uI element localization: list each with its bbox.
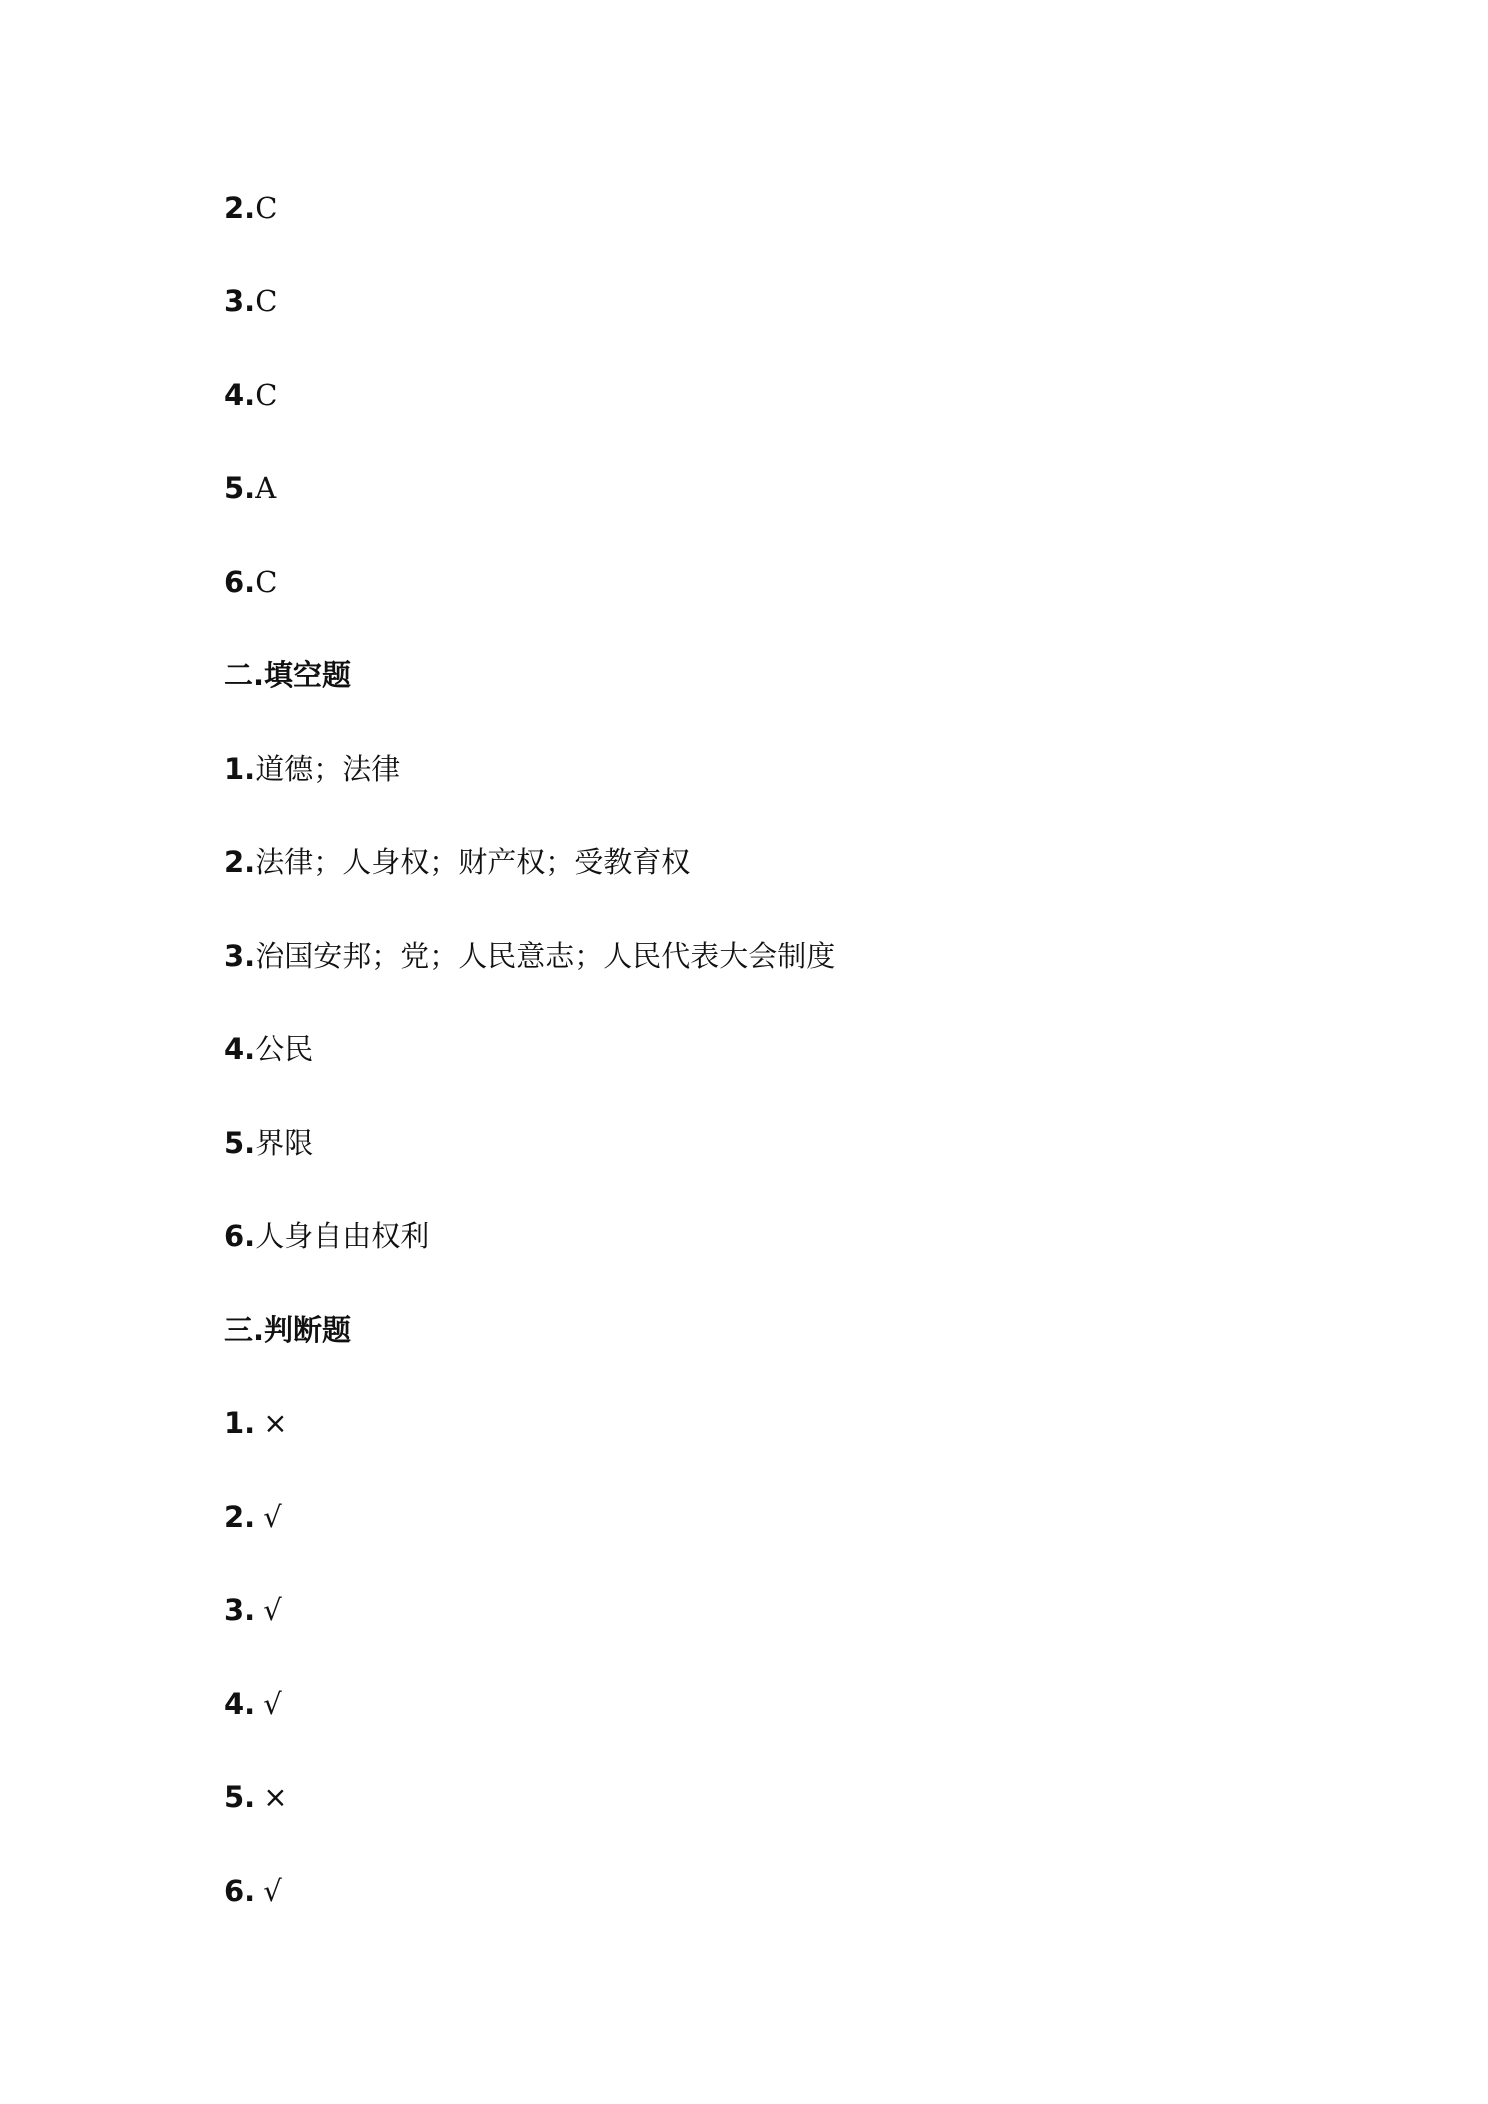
item-number: 2.	[224, 1500, 256, 1534]
item-answer: C	[255, 565, 278, 599]
fill-answer-4	[224, 1029, 313, 1069]
judge-answer-4	[224, 1684, 282, 1724]
choice-answer-5	[224, 468, 276, 508]
choice-answer-4	[224, 375, 277, 415]
fill-answer-3	[224, 936, 835, 976]
item-number: 3.	[224, 939, 256, 973]
check-mark: √	[263, 1687, 282, 1721]
judge-answer-3	[224, 1590, 282, 1630]
judge-answer-2	[224, 1497, 282, 1537]
check-mark: √	[263, 1500, 282, 1534]
item-answer: C	[255, 378, 278, 412]
item-answer: 法律；人身权；财产权；受教育权	[255, 845, 691, 879]
item-answer: 公民	[255, 1032, 314, 1066]
section-title-judge: 三.判断题	[224, 1313, 352, 1347]
fill-answer-2	[224, 842, 690, 882]
item-answer: A	[255, 471, 277, 505]
check-mark: √	[263, 1593, 282, 1627]
item-answer: 治国安邦；党；人民意志；人民代表大会制度	[255, 939, 836, 973]
choice-answer-3	[224, 281, 277, 321]
item-answer: C	[255, 284, 278, 318]
check-mark: √	[263, 1874, 282, 1908]
fill-answer-1	[224, 749, 400, 789]
item-number: 2.	[224, 845, 256, 879]
item-number: 5.	[224, 471, 256, 505]
item-number: 5.	[224, 1780, 256, 1814]
fill-answer-6	[224, 1216, 429, 1256]
fill-answer-5	[224, 1123, 313, 1163]
item-number: 3.	[224, 284, 256, 318]
judge-answer-5	[224, 1777, 288, 1817]
cross-mark: ×	[263, 1406, 288, 1440]
choice-answer-6	[224, 562, 277, 602]
item-number: 4.	[224, 378, 256, 412]
item-number: 3.	[224, 1593, 256, 1627]
item-answer: C	[255, 191, 278, 225]
item-number: 4.	[224, 1032, 256, 1066]
item-number: 6.	[224, 565, 256, 599]
item-number: 2.	[224, 191, 256, 225]
cross-mark: ×	[263, 1780, 288, 1814]
item-number: 5.	[224, 1126, 256, 1160]
item-answer: 界限	[255, 1126, 314, 1160]
item-answer: 道德；法律	[255, 752, 401, 786]
item-number: 4.	[224, 1687, 256, 1721]
judge-answer-6	[224, 1871, 282, 1911]
choice-answer-2	[224, 188, 277, 228]
item-number: 6.	[224, 1874, 256, 1908]
item-number: 1.	[224, 1406, 256, 1440]
section-title-fill: 二.填空题	[224, 658, 352, 692]
item-number: 1.	[224, 752, 256, 786]
item-number: 6.	[224, 1219, 256, 1253]
judge-answer-1	[224, 1403, 288, 1443]
item-answer: 人身自由权利	[255, 1219, 430, 1253]
